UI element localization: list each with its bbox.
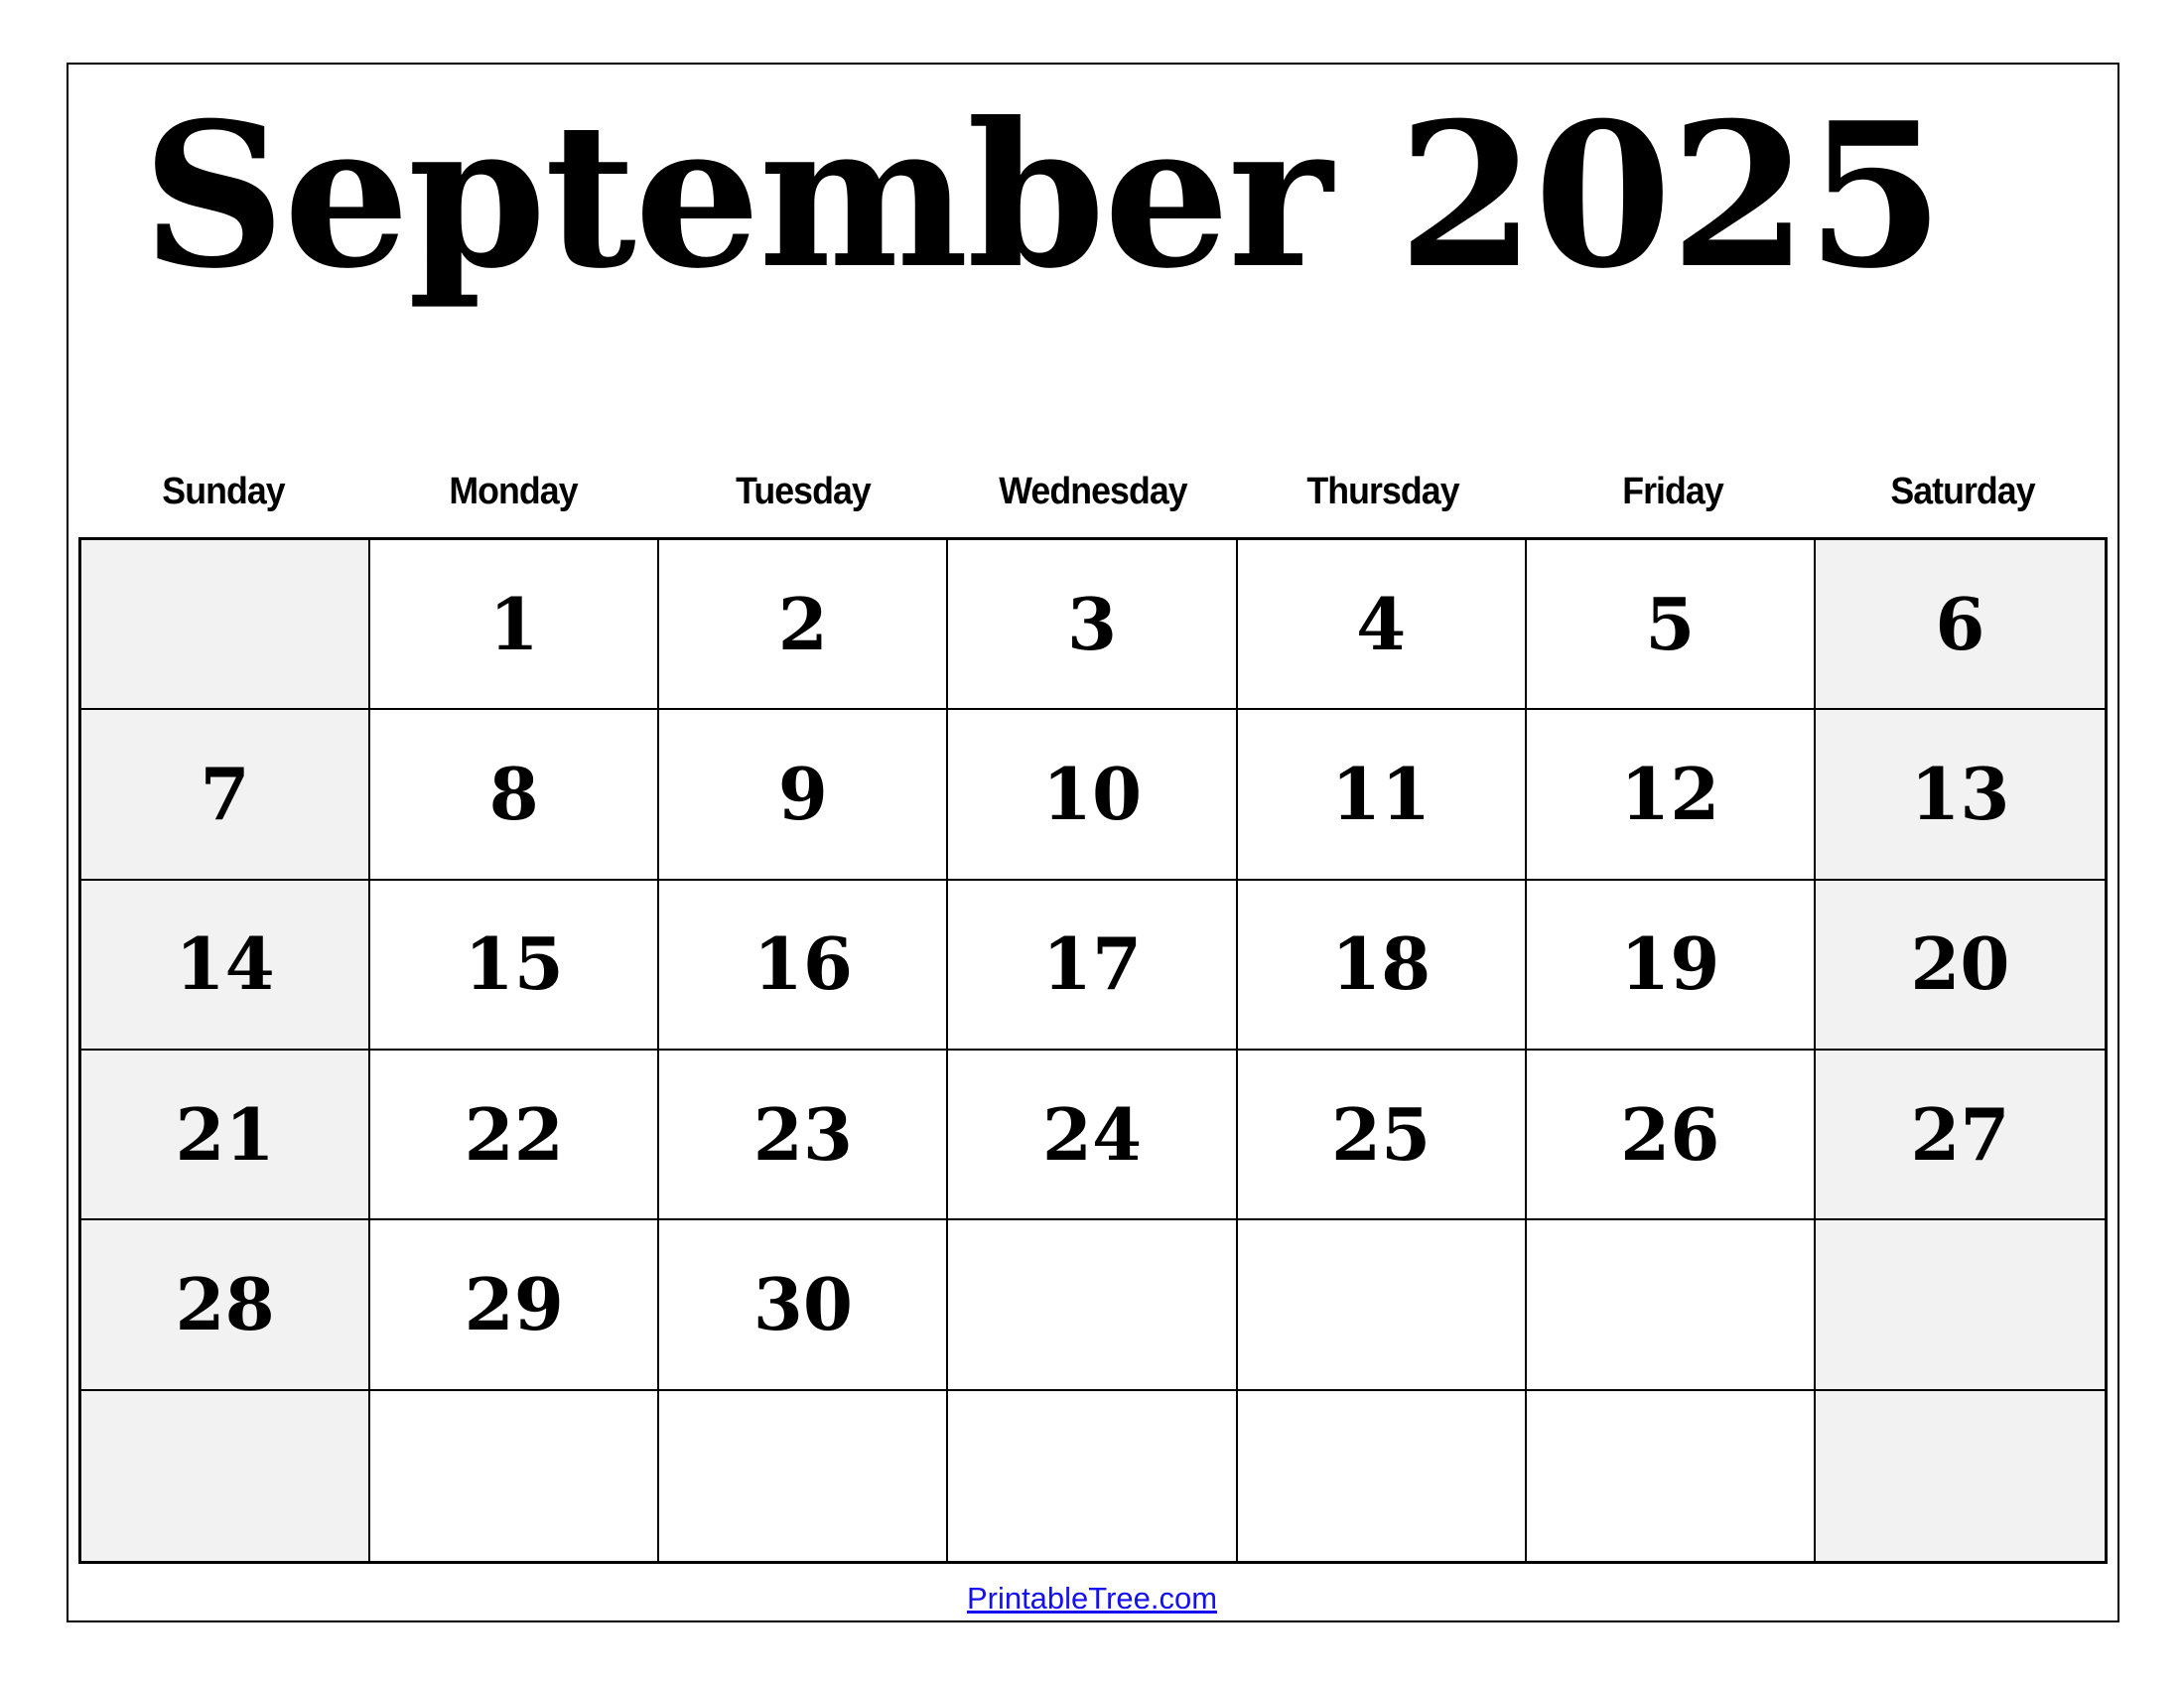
calendar-cell: [1816, 1051, 2105, 1220]
weekday-tuesday: Tuesday: [736, 471, 871, 512]
calendar-cell: [370, 1391, 659, 1561]
weekday-thursday: Thursday: [1306, 471, 1459, 512]
day-number: 14: [175, 921, 275, 1007]
calendar-cell: [1527, 1051, 1816, 1220]
calendar-cell: [1527, 1220, 1816, 1390]
day-number: 10: [1041, 751, 1143, 836]
calendar-cell: [659, 710, 948, 880]
day-number: 16: [752, 921, 853, 1007]
calendar-cell: [948, 710, 1237, 880]
calendar-grid: [78, 537, 2108, 1564]
day-number: 6: [1935, 581, 1985, 666]
calendar-cell: [81, 1391, 370, 1561]
day-number: 21: [175, 1091, 275, 1177]
calendar-cell: [370, 1051, 659, 1220]
day-number: 11: [1331, 751, 1432, 836]
day-number: 15: [464, 921, 564, 1007]
calendar-cell: [659, 1051, 948, 1220]
calendar-cell: [81, 540, 370, 710]
day-number: 22: [464, 1091, 564, 1177]
day-number: 18: [1331, 921, 1432, 1007]
calendar-cell: [659, 540, 948, 710]
weekday-wednesday: Wednesday: [999, 471, 1187, 512]
calendar-cell: [1238, 1051, 1527, 1220]
calendar-cell: [948, 540, 1237, 710]
calendar-cell: [1816, 881, 2105, 1051]
calendar-cell: [81, 881, 370, 1051]
footer-link[interactable]: PrintableTree.com: [966, 1581, 1218, 1616]
day-number: 24: [1041, 1091, 1143, 1177]
day-number: 9: [777, 751, 828, 836]
calendar-cell: [370, 540, 659, 710]
day-number: 28: [175, 1261, 275, 1346]
day-number: 30: [752, 1261, 853, 1346]
calendar-cell: [1816, 1220, 2105, 1390]
day-number: 4: [1356, 581, 1407, 666]
calendar-cell: [1527, 540, 1816, 710]
weekday-header: [78, 471, 2108, 513]
calendar-cell: [81, 1051, 370, 1220]
calendar-cell: [1238, 710, 1527, 880]
calendar-cell: [1816, 1391, 2105, 1561]
day-number: 23: [752, 1091, 853, 1177]
calendar-cell: [370, 710, 659, 880]
calendar-cell: [1527, 1391, 1816, 1561]
day-number: 1: [488, 581, 539, 666]
calendar-cell: [659, 1220, 948, 1390]
day-number: 12: [1620, 751, 1720, 836]
day-number: 3: [1066, 581, 1118, 666]
calendar-cell: [948, 1391, 1237, 1561]
calendar-cell: [948, 1220, 1237, 1390]
day-number: 27: [1910, 1091, 2010, 1177]
weekday-saturday: Saturday: [1890, 471, 2035, 512]
calendar-cell: [1527, 710, 1816, 880]
calendar-cell: [1238, 1220, 1527, 1390]
day-number: 8: [488, 751, 539, 836]
weekday-friday: Friday: [1622, 471, 1723, 512]
calendar-cell: [81, 710, 370, 880]
day-number: 17: [1041, 921, 1143, 1007]
calendar-cell: [81, 1220, 370, 1390]
weekday-monday: Monday: [449, 471, 578, 512]
calendar-cell: [1238, 881, 1527, 1051]
day-number: 5: [1645, 581, 1696, 666]
calendar-cell: [1816, 540, 2105, 710]
day-number: 26: [1620, 1091, 1720, 1177]
calendar-cell: [948, 1051, 1237, 1220]
calendar-cell: [1527, 881, 1816, 1051]
day-number: 2: [777, 581, 828, 666]
calendar-cell: [659, 1391, 948, 1561]
day-number: 20: [1910, 921, 2010, 1007]
calendar-cell: [370, 1220, 659, 1390]
day-number: 13: [1910, 751, 2010, 836]
calendar-cell: [948, 881, 1237, 1051]
day-number: 25: [1331, 1091, 1432, 1177]
calendar-cell: [1238, 1391, 1527, 1561]
footer: [0, 1581, 2184, 1617]
calendar-cell: [1816, 710, 2105, 880]
day-number: 19: [1620, 921, 1720, 1007]
calendar-cell: [659, 881, 948, 1051]
calendar-cell: [1238, 540, 1527, 710]
calendar-cell: [370, 881, 659, 1051]
day-number: 29: [464, 1261, 564, 1346]
weekday-sunday: Sunday: [162, 471, 285, 512]
page-title: September 2025: [142, 79, 1943, 313]
day-number: 7: [200, 751, 250, 836]
